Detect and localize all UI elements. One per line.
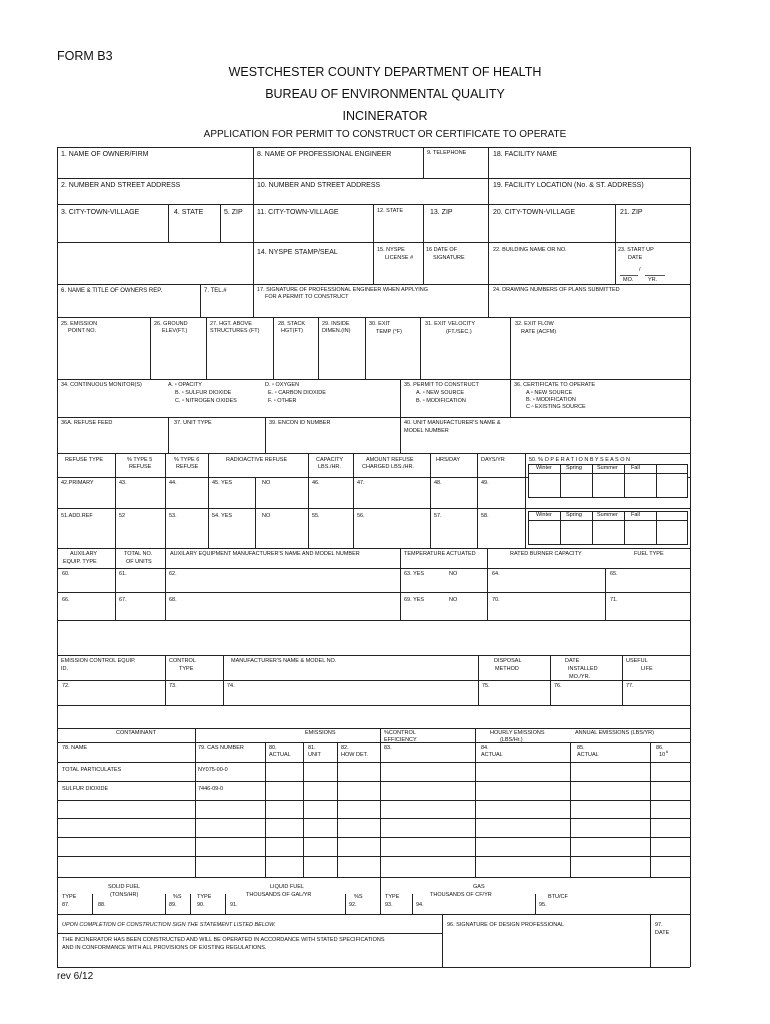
fuel-type-1: TYPE: [62, 894, 77, 900]
aux-total-b: OF UNITS: [126, 559, 152, 565]
fuel-gas-b: THOUSANDS OF CF/YR: [430, 892, 492, 898]
col-capacity-a: CAPACITY: [316, 457, 344, 463]
row-additional-type: 51.ADD.REF: [61, 513, 93, 519]
startup-month-line: [620, 275, 638, 276]
label-license-a: 15. NYSPE: [377, 247, 405, 253]
col-capacity-b: LBS./HR.: [318, 464, 341, 470]
fuel-93: 93.: [385, 902, 393, 908]
emis-emissions: EMISSIONS: [305, 730, 336, 736]
control-73: 73.: [169, 683, 177, 689]
label-owner-rep: 6. NAME & TITLE OF OWNERS REP.: [61, 288, 163, 294]
row-additional-hrs: 57.: [434, 513, 442, 519]
season-winter: Winter: [536, 465, 552, 471]
emis-82b: HOW DET.: [341, 752, 368, 758]
row-additional-radio-yes[interactable]: 54. YES: [212, 513, 233, 519]
label-unit-type: 37. UNIT TYPE: [174, 420, 212, 426]
season-summer: Summer: [597, 465, 618, 471]
checkbox-nitrogen-oxides[interactable]: C. ▫ NITROGEN OXIDES: [175, 398, 237, 404]
label-city: 3. CITY-TOWN-VILLAGE: [61, 209, 140, 216]
fuel-liquid-a: LIQUID FUEL: [270, 884, 304, 890]
control-type-a: CONTROL: [169, 658, 196, 664]
fuel-89: 89.: [169, 902, 177, 908]
label-facility-location: 19. FACILITY LOCATION (No. & ST. ADDRESS): [493, 182, 644, 189]
row-additional-radio-no[interactable]: NO: [262, 513, 271, 519]
aux-r1-g: 65.: [610, 571, 618, 577]
label-25a: 25. EMISSION: [61, 321, 98, 327]
fuel-btu: BTU/CF: [548, 894, 568, 900]
label-engineer-address: 10. NUMBER AND STREET ADDRESS: [257, 182, 381, 189]
label-zip-13: 13. ZIP: [430, 209, 453, 216]
emis-83: 83.: [384, 745, 392, 751]
col-hrs-day: HRS/DAY: [436, 457, 461, 463]
footer-signature-professional: 96. SIGNATURE OF DESIGN PROFESSIONAL: [447, 922, 564, 928]
control-equip-a: EMISSION CONTROL EQUIP.: [61, 658, 136, 664]
label-drawings: 24. DRAWING NUMBERS OF PLANS SUBMITTED: [493, 287, 620, 293]
checkbox-cert-new-source[interactable]: A ▫ NEW SOURCE: [526, 390, 573, 396]
aux-r2-no[interactable]: NO: [449, 597, 458, 603]
control-75: 75.: [482, 683, 490, 689]
control-manufacturer: MANUFACTURER'S NAME & MODEL NO.: [231, 658, 337, 664]
control-disposal-a: DISPOSAL: [494, 658, 522, 664]
startup-year-line: [645, 275, 665, 276]
label-26a: 26. GROUND: [154, 321, 188, 327]
row-primary-capacity: 46.: [312, 480, 320, 486]
checkbox-sulfur-dioxide[interactable]: B. ▫ SULFUR DIOXIDE: [175, 390, 232, 396]
aux-r2-yes[interactable]: 69. YES: [404, 597, 425, 603]
label-encon-id: 39. ENCON ID NUMBER: [269, 420, 331, 426]
season-spring: Spring: [566, 465, 582, 471]
aux-r2-g: 71.: [610, 597, 618, 603]
footer-date: DATE: [655, 930, 670, 936]
footer-97: 97.: [655, 922, 663, 928]
row-additional-amount: 56.: [357, 513, 365, 519]
label-permit-construct: 35. PERMIT TO CONSTRUCT: [404, 382, 479, 388]
control-72: 72.: [62, 683, 70, 689]
emis-cas: 79. CAS NUMBER: [198, 745, 244, 751]
emis-86a: 86.: [656, 745, 664, 751]
col-type6-a: % TYPE 6: [174, 457, 200, 463]
emis-86b: 10: [659, 752, 666, 758]
emis-contaminant: CONTAMINANT: [116, 730, 156, 736]
row-primary-radio-yes[interactable]: 45. YES: [212, 480, 233, 486]
aux-r2-a: 66.: [62, 597, 70, 603]
fuel-solid-a: SOLID FUEL: [108, 884, 141, 890]
row-additional-type5: 52: [119, 513, 126, 519]
emis-control-b: EFFICIENCY: [384, 737, 417, 743]
control-life-b: LIFE: [641, 666, 653, 672]
label-certificate-operate: 36. CERTIFICATE TO OPERATE: [514, 382, 596, 388]
label-stamp-seal: 14. NYSPE STAMP/SEAL: [257, 249, 338, 256]
startup-slash: /: [639, 267, 641, 273]
label-pe-signature-a: 17. SIGNATURE OF PROFESSIONAL ENGINEER WHEN APPLYING: [257, 287, 429, 293]
col-radioactive: RADIOACTIVE REFUSE: [226, 457, 288, 463]
emis-84b: ACTUAL: [481, 752, 503, 758]
checkbox-opacity[interactable]: A. ▫ OPACITY: [168, 382, 202, 388]
season-fall: Fall: [631, 465, 640, 471]
emis-control-a: %CONTROL: [384, 730, 416, 736]
row-primary-radio-no[interactable]: NO: [262, 480, 271, 486]
label-zip-21: 21. ZIP: [620, 209, 643, 216]
label-address: 2. NUMBER AND STREET ADDRESS: [61, 182, 181, 189]
control-type-b: TYPE: [179, 666, 194, 672]
fuel-solid-b: (TONS/HR): [110, 892, 139, 898]
emis-81a: 81.: [308, 745, 316, 751]
fuel-type-3: TYPE: [385, 894, 400, 900]
checkbox-cert-modification[interactable]: B. ▫ MODIFICATION: [526, 397, 576, 403]
bureau-title: BUREAU OF ENVIRONMENTAL QUALITY: [265, 87, 505, 101]
emis-82a: 82.: [341, 745, 349, 751]
checkbox-other[interactable]: F. ▫ OTHER: [268, 398, 297, 404]
row-primary-days: 49.: [481, 480, 489, 486]
aux-r2-c: 68.: [169, 597, 177, 603]
emis-80a: 80.: [269, 745, 277, 751]
control-disposal-b: METHOD: [495, 666, 519, 672]
col-refuse-type: REFUSE TYPE: [65, 457, 104, 463]
control-76: 76.: [554, 683, 562, 689]
label-32a: 32. EXIT FLOW: [515, 321, 554, 327]
emis-84a: 84.: [481, 745, 489, 751]
label-year: YR.: [648, 277, 658, 283]
label-30b: TEMP (°F): [376, 329, 402, 335]
emis-annual: ANNUAL EMISSIONS (LBS/YR): [575, 730, 654, 736]
label-sigdate-b: SIGNATURE: [433, 255, 465, 261]
control-date-c: MO./YR.: [569, 674, 591, 680]
fuel-90: 90.: [197, 902, 205, 908]
fuel-sulfur-2: %S: [354, 894, 363, 900]
emis-total-particulates: TOTAL PARTICULATES: [62, 767, 122, 773]
aux-r1-f: 64.: [492, 571, 500, 577]
label-state: 4. STATE: [174, 209, 204, 216]
col-type5-b: REFUSE: [129, 464, 152, 470]
fuel-94: 94.: [416, 902, 424, 908]
fuel-liquid-b: THOUSANDS OF GAL/YR: [246, 892, 312, 898]
checkbox-cert-existing[interactable]: C ▫ EXISTING SOURCE: [526, 404, 586, 410]
fuel-92: 92.: [349, 902, 357, 908]
control-equip-b: ID.: [61, 666, 69, 672]
emis-hourly-b: (LBS/Hr.): [500, 737, 523, 743]
fuel-91: 91.: [230, 902, 238, 908]
label-owner: 1. NAME OF OWNER/FIRM: [61, 151, 149, 158]
label-31b: (FT./SEC.): [446, 329, 472, 335]
label-license-b: LICENSE #: [385, 255, 414, 261]
fuel-type-2: TYPE: [197, 894, 212, 900]
aux-r1-b: 61.: [119, 571, 127, 577]
label-28b: HGT(FT): [281, 328, 303, 334]
label-sigdate-a: 16 DATE OF: [426, 247, 458, 253]
checkbox-carbon-dioxide[interactable]: E. ▫ CARBON DIOXIDE: [268, 390, 326, 396]
emis-85a: 85.: [577, 745, 585, 751]
row-additional-capacity: 55.: [312, 513, 320, 519]
row-primary-type: 42.PRIMARY: [61, 480, 94, 486]
label-month: MO.: [623, 277, 634, 283]
emis-80b: ACTUAL: [269, 752, 291, 758]
label-28a: 28. STACK: [278, 321, 306, 327]
label-state-12: 12. STATE: [377, 208, 404, 214]
aux-total-a: TOTAL NO.: [124, 551, 153, 557]
emis-name: 78. NAME: [62, 745, 88, 751]
footer-completion: UPON COMPLETION OF CONSTRUCTION SIGN THE STATEMENT LISTED BELOW.: [62, 922, 276, 928]
emis-85b: ACTUAL: [577, 752, 599, 758]
col-season-operation: 50. % O P E R A T I O N B Y S E A S O N: [529, 457, 630, 463]
label-telephone: 9. TELEPHONE: [427, 150, 467, 156]
emis-86-exponent: 6: [666, 749, 669, 754]
col-type6-b: REFUSE: [176, 464, 199, 470]
control-77: 77.: [626, 683, 634, 689]
form-subject: INCINERATOR: [342, 109, 428, 123]
label-pe-signature-b: FOR A PERMIT TO CONSTRUCT: [265, 294, 349, 300]
col-type5-a: % TYPE 5: [127, 457, 153, 463]
col-days-yr: DAYS/YR: [481, 457, 505, 463]
emis-sulfur-dioxide: SULFUR DIOXIDE: [62, 786, 109, 792]
label-27a: 27. HGT. ABOVE: [210, 321, 252, 327]
label-refuse-feed: 36A. REFUSE FEED: [61, 420, 113, 426]
aux-r1-a: 60.: [62, 571, 70, 577]
aux-r1-no[interactable]: NO: [449, 571, 458, 577]
aux-r2-f: 70.: [492, 597, 500, 603]
season-winter-2: Winter: [536, 512, 552, 518]
checkbox-permit-new-source[interactable]: A. ▫ NEW SOURCE: [416, 390, 465, 396]
label-monitors: 34. CONTINUOUS MONITOR(S): [61, 382, 142, 388]
control-life-a: USEFUL: [626, 658, 648, 664]
label-tel: 7. TEL.#: [204, 288, 227, 294]
aux-type-b: EQUIP. TYPE: [63, 559, 97, 565]
row-primary-type5: 43.: [119, 480, 127, 486]
label-unit-mfr-a: 40. UNIT MANUFACTURER'S NAME &: [404, 420, 501, 426]
row-primary-amount: 47.: [357, 480, 365, 486]
control-date-a: DATE: [565, 658, 580, 664]
col-amount-b: CHARGED LBS./HR.: [362, 464, 414, 470]
label-29a: 29. INSIDE: [322, 321, 350, 327]
form-id: FORM B3: [57, 49, 113, 63]
label-26b: ELEV(FT.): [162, 328, 188, 334]
aux-r1-yes[interactable]: 63. YES: [404, 571, 425, 577]
application-title: APPLICATION FOR PERMIT TO CONSTRUCT OR CERTIFICATE TO OPERATE: [203, 129, 567, 140]
control-date-b: INSTALLED: [568, 666, 598, 672]
label-31a: 31. EXIT VELOCITY: [425, 321, 476, 327]
aux-type-a: AUXILARY: [70, 551, 98, 557]
aux-temperature: TEMPERATURE ACTUATED: [404, 551, 476, 557]
emis-81b: UNIT: [308, 752, 321, 758]
label-city-11: 11. CITY-TOWN-VILLAGE: [257, 209, 339, 216]
season-spring-2: Spring: [566, 512, 582, 518]
fuel-95: 95.: [539, 902, 547, 908]
row-primary-type6: 44.: [169, 480, 177, 486]
aux-r1-c: 62.: [169, 571, 177, 577]
emis-hourly-a: HOURLY EMISSIONS: [490, 730, 545, 736]
aux-manufacturer: AUXILARY EQUIPMENT MANUFACTURER'S NAME AND MODEL NUMBER: [170, 551, 360, 557]
label-startup-b: DATE: [628, 255, 643, 261]
fuel-gas-a: GAS: [473, 884, 485, 890]
label-facility-name: 18. FACILITY NAME: [493, 151, 558, 158]
aux-burner-capacity: RATED BURNER CAPACITY: [510, 551, 582, 557]
label-zip: 5. ZIP: [224, 209, 243, 216]
footer-statement-a: THE INCINERATOR HAS BEEN CONSTRUCTED AND WILL BE OPERATED IN ACCORDANCE WITH STATED SPECIFICATIONS: [62, 937, 385, 943]
label-29b: DIMEN.(IN): [322, 328, 351, 334]
season-fall-2: Fall: [631, 512, 640, 518]
row-primary-hrs: 48.: [434, 480, 442, 486]
label-engineer: 8. NAME OF PROFESSIONAL ENGINEER: [257, 151, 392, 158]
label-30a: 30. EXIT: [369, 321, 391, 327]
label-building: 22. BUILDING NAME OR NO.: [493, 247, 567, 253]
department-title: WESTCHESTER COUNTY DEPARTMENT OF HEALTH: [228, 65, 542, 79]
fuel-88: 88.: [98, 902, 106, 908]
fuel-sulfur-1: %S: [173, 894, 182, 900]
label-25b: POINT NO.: [68, 328, 97, 334]
col-amount-a: AMOUNT REFUSE: [366, 457, 414, 463]
aux-fuel-type: FUEL TYPE: [634, 551, 664, 557]
checkbox-oxygen[interactable]: D. ▫ OXYGEN: [265, 382, 300, 388]
revision-label: rev 6/12: [57, 971, 94, 982]
season-summer-2: Summer: [597, 512, 618, 518]
label-startup-a: 23. START UP: [618, 247, 654, 253]
footer-statement-b: AND IN CONFORMANCE WITH ALL PROVISIONS OF EXISTING REGULATIONS.: [62, 945, 267, 951]
emis-tp-cas: NY075-00-0: [198, 767, 228, 773]
label-city-20: 20. CITY-TOWN-VILLAGE: [493, 209, 576, 216]
row-additional-days: 58.: [481, 513, 489, 519]
row-additional-type6: 53.: [169, 513, 177, 519]
label-unit-mfr-b: MODEL NUMBER: [404, 428, 449, 434]
label-27b: STRUCTURES (FT): [210, 328, 260, 334]
fuel-87: 87.: [62, 902, 70, 908]
label-32b: RATE (ACFM): [521, 329, 557, 335]
control-74: 74.: [227, 683, 235, 689]
aux-r2-b: 67.: [119, 597, 127, 603]
emis-sd-cas: 7446-09-0: [198, 786, 224, 792]
checkbox-permit-modification[interactable]: B. ▫ MODIFICATION: [416, 398, 466, 404]
